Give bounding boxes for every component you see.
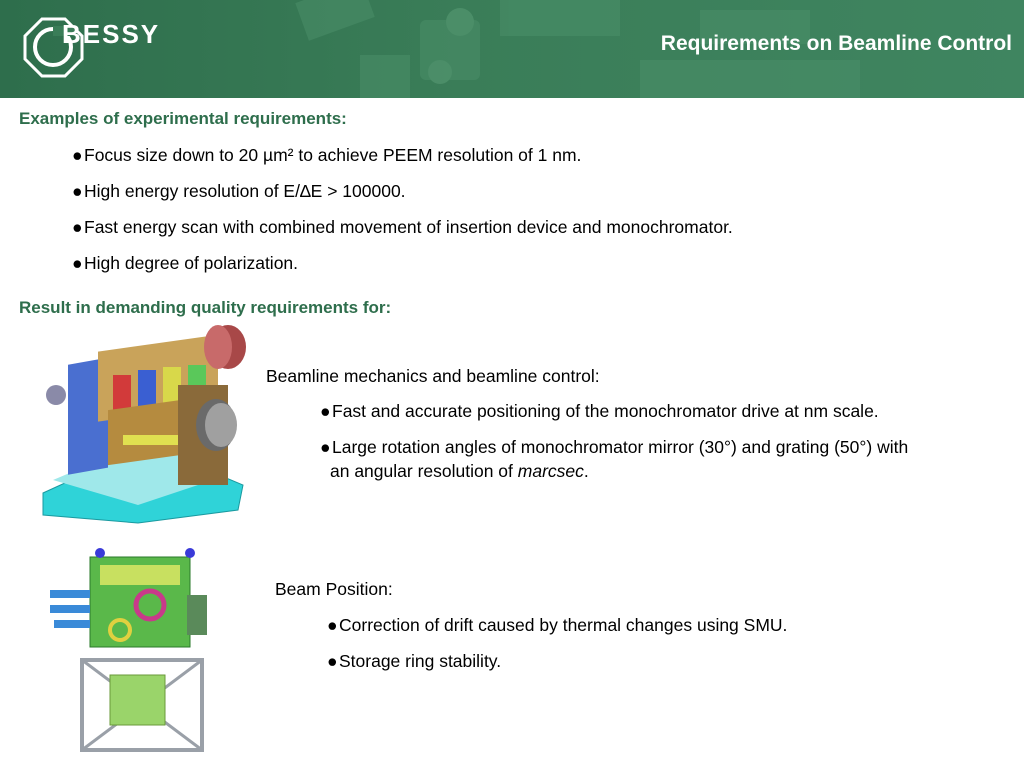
- mechanics-item: ●Fast and accurate positioning of the monochromator drive at nm scale.: [320, 401, 879, 421]
- bullet-dot-icon: ●: [72, 181, 83, 201]
- bullet-dot-icon: ●: [320, 437, 331, 457]
- bullet-dot-icon: ●: [72, 217, 83, 237]
- smu-cad-image: [42, 545, 252, 760]
- beam-title: Beam Position:: [275, 579, 393, 599]
- logo-text: BESSY: [62, 19, 161, 49]
- bullet-dot-icon: ●: [320, 401, 331, 421]
- experimental-item: ●Focus size down to 20 µm² to achieve PEEM resolution of 1 nm.: [72, 145, 582, 165]
- beam-item: ●Storage ring stability.: [327, 651, 502, 671]
- slide-title: Requirements on Beamline Control: [660, 32, 1012, 55]
- mechanics-title: Beamline mechanics and beamline control:: [266, 366, 600, 386]
- bullet-dot-icon: ●: [327, 651, 338, 671]
- beam-item: ●Correction of drift caused by thermal changes using SMU.: [327, 615, 788, 635]
- bullet-dot-icon: ●: [72, 253, 83, 273]
- experimental-item: ●High energy resolution of E/∆E > 100000.: [72, 181, 406, 201]
- experimental-item: ●Fast energy scan with combined movement of insertion device and monochromator.: [72, 217, 733, 237]
- quality-heading: Result in demanding quality requirements for:: [19, 298, 392, 317]
- header-banner: [0, 0, 1024, 98]
- bullet-dot-icon: ●: [327, 615, 338, 635]
- monochromator-cad-image: [38, 325, 248, 525]
- experimental-item: ●High degree of polarization.: [72, 253, 299, 273]
- mechanics-item: ●Large rotation angles of monochromator mirror (30°) and grating (50°) with an angular resolution of marcsec.: [320, 437, 909, 481]
- experimental-heading: Examples of experimental requirements:: [19, 109, 347, 128]
- bullet-dot-icon: ●: [72, 145, 83, 165]
